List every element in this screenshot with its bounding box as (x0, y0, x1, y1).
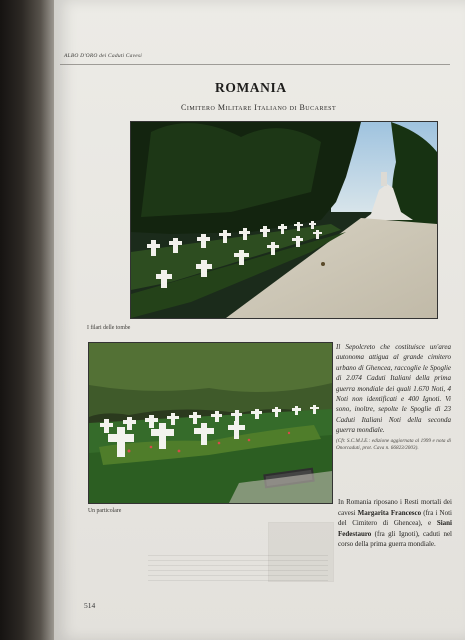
page-subtitle: Cimitero Militare Italiano di Bucarest (181, 103, 337, 112)
person-name: Siani Fedestauro (338, 519, 452, 538)
page-title: ROMANIA (215, 80, 287, 95)
body-text-part: In Romania riposano i Resti mortali dei cavesi (338, 498, 452, 517)
bleed-through-text (148, 555, 328, 581)
book-gutter-shadow (0, 0, 54, 640)
header-rule (60, 64, 450, 65)
cemetery-detail-photo (88, 342, 333, 504)
sidebar-source-note: (Cfr. S.C.M.I.E.: edizione aggiornata al 1999 e nota di Onorcaduti, prot. Cava n. 66823/2003). (336, 437, 451, 451)
running-head: ALBO D'ORO dei Caduti Cavesi (64, 53, 142, 59)
photo-caption: Un particolare (88, 508, 122, 514)
cemetery-rows-photo (130, 121, 438, 319)
body-paragraph (338, 497, 452, 550)
sidebar-text-block (336, 342, 451, 452)
person-name: Margarita Francesco (357, 508, 422, 517)
page-number: 514 (84, 601, 96, 610)
photo-caption: I filari delle tombe (87, 325, 131, 331)
body-text-part: (fra i Noti del Cimitero di Ghencea), e (338, 508, 452, 528)
sidebar-paragraph: Il Sepolcreto che costituisce un'area autonoma attigua al grande cimitero urbano di Ghencea, raccoglie le Spoglie di 2.074 Caduti Italiani della prima guerra mondiale dei quali 1.670 Noti, 4 Noti non identificati e 400 Ignoti. Vi sono, inoltre, sepolte le Spoglie di 23 Caduti Italiani Noti della seconda guerra mondiale. (336, 343, 451, 435)
body-text-part: (fra gli Ignoti), caduti nel corso della prima guerra mondiale. (338, 529, 452, 549)
